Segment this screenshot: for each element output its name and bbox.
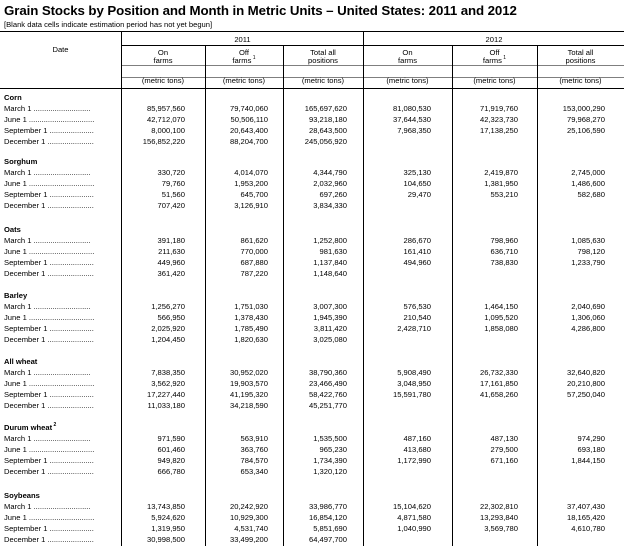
table-cell: 33,986,770 xyxy=(308,502,347,511)
table-cell: 32,640,820 xyxy=(566,368,605,377)
table-cell: 42,323,730 xyxy=(479,115,518,125)
table-cell: 707,420 xyxy=(157,201,185,211)
table-cell: 361,420 xyxy=(157,269,185,279)
table-cell: 1,148,640 xyxy=(313,269,347,279)
table-cell: 3,007,300 xyxy=(313,302,347,311)
month-label: March 1 xyxy=(4,368,34,377)
row-label xyxy=(4,379,120,388)
leader-dots: ............................... xyxy=(28,115,95,125)
row-label xyxy=(4,236,120,245)
table-cell: 38,790,360 xyxy=(308,368,347,377)
month-label: June 1 xyxy=(4,179,29,189)
table-cell: 245,056,920 xyxy=(304,137,347,147)
table-cell: 4,871,580 xyxy=(397,513,431,523)
column-header-line2: positions xyxy=(565,56,596,65)
table-cell: 738,830 xyxy=(490,258,518,268)
row-label xyxy=(4,179,120,188)
section-heading: Barley xyxy=(4,291,28,300)
table-cell: 582,680 xyxy=(577,190,605,200)
leader-dots: ........................... xyxy=(33,368,91,377)
leader-dots: ...................... xyxy=(47,335,94,345)
table-cell: 7,838,350 xyxy=(151,368,185,377)
leader-dots: ............................... xyxy=(28,247,95,257)
table-cell: 981,630 xyxy=(319,247,347,257)
leader-dots: ........................... xyxy=(33,434,91,443)
table-cell: 325,130 xyxy=(403,168,431,177)
table-cell: 971,590 xyxy=(157,434,185,443)
leader-dots: ..................... xyxy=(49,324,94,334)
table-cell: 79,760 xyxy=(161,179,185,189)
leader-dots: ........................... xyxy=(33,104,91,113)
leader-dots: ...................... xyxy=(47,201,94,211)
row-label xyxy=(4,445,120,454)
table-cell: 4,286,800 xyxy=(571,324,605,334)
table-cell: 1,785,490 xyxy=(234,324,268,334)
table-cell: 50,506,110 xyxy=(230,115,268,125)
table-cell: 3,562,920 xyxy=(151,379,185,389)
table-cell: 79,740,060 xyxy=(229,104,268,113)
row-label xyxy=(4,190,120,199)
column-header-line2: farms $^1$ xyxy=(482,55,507,65)
table-cell: 2,419,870 xyxy=(484,168,518,177)
table-cell: 25,106,590 xyxy=(566,126,605,136)
table-cell: 22,302,810 xyxy=(479,502,518,511)
table-cell: 81,080,530 xyxy=(392,104,431,113)
table-cell: 787,220 xyxy=(240,269,268,279)
table-cell: 279,500 xyxy=(490,445,518,455)
month-label: September 1 xyxy=(4,456,50,466)
leader-dots: ..................... xyxy=(49,524,94,534)
table-cell: 687,880 xyxy=(240,258,268,268)
table-cell: 2,745,000 xyxy=(571,168,605,177)
table-cell: 1,085,630 xyxy=(571,236,605,245)
table-cell: 1,256,270 xyxy=(151,302,185,311)
month-label: December 1 xyxy=(4,137,48,147)
table-cell: 693,180 xyxy=(577,445,605,455)
table-cell: 449,960 xyxy=(157,258,185,268)
column-header-line2: farms $^1$ xyxy=(232,55,256,65)
month-label: September 1 xyxy=(4,324,50,334)
table-cell: 1,486,600 xyxy=(571,179,605,189)
table-cell: 697,260 xyxy=(319,190,347,200)
date-column-header: Date xyxy=(52,45,69,54)
table-cell: 37,407,430 xyxy=(566,502,605,511)
leader-dots: ..................... xyxy=(49,390,94,400)
leader-dots: ........................... xyxy=(33,502,91,511)
month-label: December 1 xyxy=(4,269,48,279)
leader-dots: ............................... xyxy=(28,513,95,523)
table-cell: 653,340 xyxy=(240,467,268,477)
row-label xyxy=(4,524,120,533)
table-cell: 1,535,500 xyxy=(313,434,347,443)
month-label: September 1 xyxy=(4,190,50,200)
page-title: Grain Stocks by Position and Month in Metric Units – United States: 2011 and 2012 xyxy=(4,3,517,18)
table-cell: 553,210 xyxy=(490,190,518,200)
table-cell: 1,306,060 xyxy=(571,313,605,323)
table-cell: 42,712,070 xyxy=(146,115,185,125)
row-label xyxy=(4,137,120,146)
footnote-marker: 1 xyxy=(251,55,256,61)
row-label xyxy=(4,502,120,511)
column-header-line1: Off xyxy=(239,48,249,57)
row-label xyxy=(4,115,120,124)
table-cell: 1,252,800 xyxy=(313,236,347,245)
leader-dots: ...................... xyxy=(47,535,94,545)
row-label xyxy=(4,313,120,322)
table-cell: 37,644,530 xyxy=(392,115,431,125)
table-cell: 41,195,320 xyxy=(229,390,268,400)
table-cell: 85,957,560 xyxy=(146,104,185,113)
table-cell: 1,464,150 xyxy=(484,302,518,311)
month-label: June 1 xyxy=(4,115,29,125)
table-cell: 1,204,450 xyxy=(151,335,185,345)
month-label: March 1 xyxy=(4,302,34,311)
table-cell: 20,643,400 xyxy=(229,126,268,136)
table-cell: 391,180 xyxy=(157,236,185,245)
table-cell: 330,720 xyxy=(157,168,185,177)
table-cell: 1,137,840 xyxy=(313,258,347,268)
table-cell: 576,530 xyxy=(403,302,431,311)
table-cell: 487,160 xyxy=(403,434,431,443)
row-label xyxy=(4,324,120,333)
leader-dots: ........................... xyxy=(33,236,91,245)
table-cell: 5,908,490 xyxy=(397,368,431,377)
table-cell: 30,952,020 xyxy=(229,368,268,377)
table-cell: 57,250,040 xyxy=(566,390,605,400)
table-cell: 4,610,780 xyxy=(571,524,605,534)
month-label: September 1 xyxy=(4,390,50,400)
table-cell: 79,968,270 xyxy=(566,115,605,125)
table-cell: 1,820,630 xyxy=(234,335,268,345)
column-header-line2: positions xyxy=(308,56,338,65)
row-label xyxy=(4,258,120,267)
table-cell: 671,160 xyxy=(490,456,518,466)
month-label: December 1 xyxy=(4,201,48,211)
month-label: December 1 xyxy=(4,335,48,345)
leader-dots: ............................... xyxy=(28,445,95,455)
table-cell: 211,630 xyxy=(158,247,185,257)
table-cell: 494,960 xyxy=(403,258,431,268)
row-label xyxy=(4,513,120,522)
leader-dots: ..................... xyxy=(49,190,94,200)
table-cell: 210,540 xyxy=(403,313,431,323)
table-cell: 566,950 xyxy=(157,313,185,323)
table-cell: 23,466,490 xyxy=(308,379,347,389)
month-label: June 1 xyxy=(4,313,29,323)
month-label: June 1 xyxy=(4,379,29,389)
table-cell: 5,851,690 xyxy=(313,524,347,534)
table-cell: 5,924,620 xyxy=(151,513,185,523)
row-label xyxy=(4,434,120,443)
row-label xyxy=(4,126,120,135)
table-cell: 16,854,120 xyxy=(308,513,347,523)
month-label: March 1 xyxy=(4,502,34,511)
table-cell: 974,290 xyxy=(577,434,605,443)
section-heading: Sorghum xyxy=(4,157,38,166)
row-label xyxy=(4,269,120,278)
row-label xyxy=(4,390,120,399)
table-cell: 19,903,570 xyxy=(229,379,268,389)
unit-label: (metric tons) xyxy=(473,76,516,85)
section-heading: All wheat xyxy=(4,357,38,366)
row-label xyxy=(4,168,120,177)
table-cell: 17,161,850 xyxy=(479,379,518,389)
month-label: September 1 xyxy=(4,258,50,268)
month-label: June 1 xyxy=(4,513,29,523)
table-cell: 3,834,330 xyxy=(313,201,347,211)
table-cell: 15,591,780 xyxy=(392,390,431,400)
table-cell: 949,820 xyxy=(157,456,185,466)
table-cell: 33,499,200 xyxy=(229,535,268,545)
table-cell: 1,734,390 xyxy=(313,456,347,466)
table-cell: 4,531,740 xyxy=(234,524,268,534)
table-note: [Blank data cells indicate estimation period has not yet begun] xyxy=(4,20,213,29)
leader-dots: ..................... xyxy=(49,456,94,466)
month-label: December 1 xyxy=(4,535,48,545)
column-header-line1: Off xyxy=(489,48,500,57)
section-heading: Durum wheat $^2$ xyxy=(4,422,57,432)
column-header-line1: On xyxy=(157,48,169,57)
table-cell: 71,919,760 xyxy=(479,104,518,113)
month-label: March 1 xyxy=(4,104,34,113)
table-cell: 413,680 xyxy=(403,445,431,455)
column-header-line2: farms xyxy=(153,56,173,65)
month-label: September 1 xyxy=(4,524,50,534)
leader-dots: ............................... xyxy=(28,379,95,389)
table-cell: 104,650 xyxy=(403,179,431,189)
year-2011-header: 2011 xyxy=(234,35,251,44)
table-cell: 15,104,620 xyxy=(392,502,431,511)
month-label: March 1 xyxy=(4,434,34,443)
table-cell: 1,858,080 xyxy=(484,324,518,334)
leader-dots: ...................... xyxy=(47,467,94,477)
column-header-line1: Total all xyxy=(567,48,594,57)
leader-dots: ...................... xyxy=(47,269,94,279)
leader-dots: ...................... xyxy=(47,401,94,411)
table-cell: 1,233,790 xyxy=(571,258,605,268)
table-cell: 20,210,800 xyxy=(566,379,605,389)
table-cell: 17,138,250 xyxy=(479,126,518,136)
unit-label: (metric tons) xyxy=(386,76,429,85)
table-cell: 20,242,920 xyxy=(229,502,268,511)
table-cell: 51,560 xyxy=(161,190,185,200)
table-cell: 3,025,080 xyxy=(313,335,347,345)
table-cell: 1,040,990 xyxy=(397,524,431,534)
table-cell: 13,743,850 xyxy=(146,502,185,511)
month-label: December 1 xyxy=(4,401,48,411)
table-cell: 2,025,920 xyxy=(151,324,185,334)
month-label: March 1 xyxy=(4,236,34,245)
month-label: December 1 xyxy=(4,467,48,477)
table-cell: 1,172,990 xyxy=(397,456,431,466)
footnote-marker: 1 xyxy=(501,55,507,61)
unit-label: (metric tons) xyxy=(222,76,266,85)
table-cell: 3,126,910 xyxy=(234,201,268,211)
table-cell: 3,569,780 xyxy=(484,524,518,534)
leader-dots: ........................... xyxy=(33,168,91,177)
table-cell: 29,470 xyxy=(407,190,431,200)
table-cell: 1,320,120 xyxy=(313,467,347,477)
table-cell: 153,000,290 xyxy=(562,104,605,113)
leader-dots: ............................... xyxy=(28,313,95,323)
table-cell: 10,929,300 xyxy=(229,513,268,523)
row-label xyxy=(4,535,120,544)
column-header-line2: farms xyxy=(398,56,417,65)
row-label xyxy=(4,401,120,410)
table-cell: 4,344,790 xyxy=(313,168,347,177)
table-cell: 286,670 xyxy=(403,236,431,245)
table-cell: 363,760 xyxy=(240,445,268,455)
table-cell: 26,732,330 xyxy=(479,368,518,377)
row-label xyxy=(4,247,120,256)
leader-dots: ..................... xyxy=(49,258,94,268)
month-label: March 1 xyxy=(4,168,34,177)
table-cell: 2,032,960 xyxy=(313,179,347,189)
table-cell: 1,945,390 xyxy=(313,313,347,323)
table-cell: 965,230 xyxy=(319,445,347,455)
table-cell: 11,033,180 xyxy=(147,401,185,411)
table-cell: 1,319,950 xyxy=(151,524,185,534)
table-cell: 4,014,070 xyxy=(234,168,268,177)
column-header-line1: Total all xyxy=(310,48,336,57)
table-cell: 88,204,700 xyxy=(229,137,268,147)
table-cell: 1,751,030 xyxy=(234,302,268,311)
table-cell: 1,381,950 xyxy=(484,179,518,189)
table-cell: 636,710 xyxy=(490,247,518,257)
row-label xyxy=(4,456,120,465)
table-cell: 601,460 xyxy=(157,445,185,455)
leader-dots: ........................... xyxy=(33,302,91,311)
table-cell: 41,658,260 xyxy=(479,390,518,400)
table-cell: 1,095,520 xyxy=(484,313,518,323)
table-cell: 64,497,700 xyxy=(308,535,347,545)
table-cell: 8,000,100 xyxy=(151,126,185,136)
unit-label: (metric tons) xyxy=(559,76,602,85)
unit-label: (metric tons) xyxy=(301,76,345,85)
table-cell: 13,293,840 xyxy=(479,513,518,523)
table-cell: 798,120 xyxy=(577,247,605,257)
month-label: June 1 xyxy=(4,445,29,455)
table-cell: 770,000 xyxy=(240,247,268,257)
month-label: September 1 xyxy=(4,126,50,136)
leader-dots: ..................... xyxy=(49,126,94,136)
row-label xyxy=(4,201,120,210)
table-cell: 58,422,760 xyxy=(308,390,347,400)
table-cell: 2,428,710 xyxy=(397,324,431,334)
section-heading: Soybeans xyxy=(4,491,40,500)
table-cell: 156,852,220 xyxy=(142,137,185,147)
section-heading: Corn xyxy=(4,93,22,102)
table-cell: 18,165,420 xyxy=(566,513,605,523)
leader-dots: ............................... xyxy=(28,179,95,189)
table-cell: 34,218,590 xyxy=(229,401,268,411)
row-label xyxy=(4,368,120,377)
table-cell: 3,811,420 xyxy=(313,324,347,334)
table-cell: 563,910 xyxy=(240,434,268,443)
row-label xyxy=(4,104,120,113)
leader-dots: ...................... xyxy=(47,137,94,147)
row-label xyxy=(4,467,120,476)
month-label: June 1 xyxy=(4,247,29,257)
table-cell: 17,227,440 xyxy=(146,390,185,400)
unit-label: (metric tons) xyxy=(141,76,185,85)
table-cell: 93,218,180 xyxy=(308,115,347,125)
table-cell: 798,960 xyxy=(490,236,518,245)
row-label xyxy=(4,335,120,344)
table-cell: 7,968,350 xyxy=(397,126,431,136)
table-cell: 45,251,770 xyxy=(308,401,347,411)
table-cell: 30,998,500 xyxy=(146,535,185,545)
table-cell: 487,130 xyxy=(490,434,518,443)
table-cell: 2,040,690 xyxy=(571,302,605,311)
table-cell: 861,620 xyxy=(240,236,268,245)
footnote-marker: 2 xyxy=(52,422,57,428)
year-2012-header: 2012 xyxy=(485,35,503,44)
table-cell: 1,378,430 xyxy=(234,313,268,323)
table-cell: 1,844,150 xyxy=(571,456,605,466)
table-cell: 28,643,500 xyxy=(308,126,347,136)
table-cell: 165,697,620 xyxy=(304,104,347,113)
table-cell: 161,410 xyxy=(403,247,431,257)
row-label xyxy=(4,302,120,311)
column-header-line1: On xyxy=(402,48,413,57)
table-cell: 3,048,950 xyxy=(397,379,431,389)
table-cell: 784,570 xyxy=(240,456,268,466)
section-heading: Oats xyxy=(4,225,21,234)
table-cell: 1,953,200 xyxy=(234,179,268,189)
table-cell: 645,700 xyxy=(240,190,268,200)
table-cell: 666,780 xyxy=(157,467,185,477)
